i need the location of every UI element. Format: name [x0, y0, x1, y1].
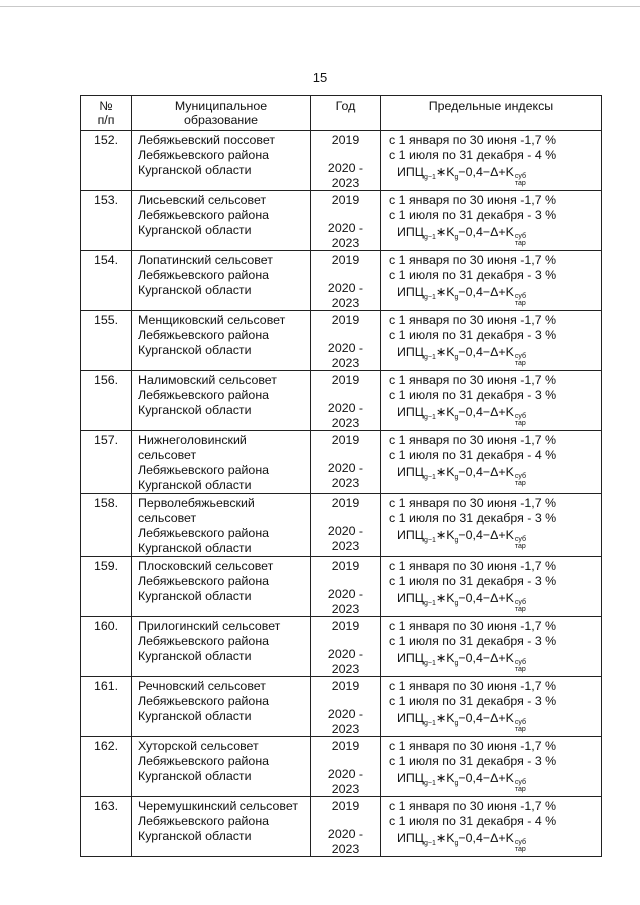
index-formula: $ИПЦ_{g-1}∗K_g-0,4-\Delta+K$ суб тар	[397, 465, 526, 487]
municipality-cell	[132, 131, 311, 191]
row-number: 162.	[81, 737, 132, 797]
municipality-line: Нижнеголовинский	[138, 433, 247, 447]
municipality-line: Курганской области	[138, 403, 252, 417]
year-range: 2020 - 2023	[327, 767, 364, 796]
indices-cell	[381, 131, 602, 191]
index-second-half: с 1 июля по 31 декабря - 4 %	[389, 814, 557, 828]
municipality-line: Лебяжьевского района	[138, 694, 270, 708]
index-second-half: с 1 июля по 31 декабря - 3 %	[389, 694, 557, 708]
index-first-half: с 1 января по 30 июня -1,7 %	[389, 373, 557, 387]
year-cell	[311, 617, 381, 677]
municipality-line: Речновский сельсовет	[138, 679, 266, 693]
indices-cell	[381, 677, 602, 737]
municipality-line: Перволебяжьевский	[138, 496, 255, 510]
municipality-line: Лебяжьевского района	[138, 148, 270, 162]
municipality-line: Лебяжьевский поссовет	[138, 133, 276, 147]
year-range: 2020 - 2023	[327, 401, 364, 430]
row-number: 154.	[81, 251, 132, 311]
municipality-line: Прилогинский сельсовет	[138, 619, 281, 633]
year-cell	[311, 131, 381, 191]
index-second-half: с 1 июля по 31 декабря - 3 %	[389, 328, 557, 342]
index-first-half: с 1 января по 30 июня -1,7 %	[389, 619, 557, 633]
header-year: Год	[311, 96, 381, 131]
year-2019: 2019	[331, 799, 360, 813]
year-cell	[311, 371, 381, 431]
year-2019: 2019	[331, 496, 360, 510]
year-range: 2020 - 2023	[327, 281, 364, 310]
year-2019: 2019	[331, 373, 360, 387]
row-number: 156.	[81, 371, 132, 431]
table-row	[81, 737, 602, 797]
table-row	[81, 431, 602, 494]
indices-cell	[381, 494, 602, 557]
table-body	[81, 131, 602, 857]
index-second-half: с 1 июля по 31 декабря - 3 %	[389, 208, 557, 222]
index-first-half: с 1 января по 30 июня -1,7 %	[389, 253, 557, 267]
table-row	[81, 251, 602, 311]
year-2019: 2019	[331, 559, 360, 573]
row-number: 163.	[81, 797, 132, 857]
municipality-line: Лебяжьевского района	[138, 388, 270, 402]
indices-cell	[381, 557, 602, 617]
indices-cell	[381, 617, 602, 677]
row-number: 152.	[81, 131, 132, 191]
municipality-line: Лебяжьевского района	[138, 814, 270, 828]
year-2019: 2019	[331, 739, 360, 753]
index-formula: $ИПЦ_{g-1}∗K_g-0,4-\Delta+K$ суб тар	[397, 528, 526, 550]
municipality-line: Лебяжьевского района	[138, 328, 270, 342]
municipality-line: Лебяжьевского района	[138, 268, 270, 282]
index-first-half: с 1 января по 30 июня -1,7 %	[389, 193, 557, 207]
index-second-half: с 1 июля по 31 декабря - 3 %	[389, 388, 557, 402]
index-second-half: с 1 июля по 31 декабря - 4 %	[389, 448, 557, 462]
year-cell	[311, 311, 381, 371]
index-first-half: с 1 января по 30 июня -1,7 %	[389, 433, 557, 447]
indices-cell	[381, 191, 602, 251]
page-number: 15	[312, 70, 328, 85]
year-2019: 2019	[331, 193, 360, 207]
index-second-half: с 1 июля по 31 декабря - 4 %	[389, 148, 557, 162]
municipality-cell	[132, 737, 311, 797]
limit-indices-table	[80, 95, 602, 857]
index-formula: $ИПЦ_{g-1}∗K_g-0,4-\Delta+K$ суб тар	[397, 591, 526, 613]
table-header-row	[81, 96, 602, 131]
index-first-half: с 1 января по 30 июня -1,7 %	[389, 799, 557, 813]
municipality-line: Курганской области	[138, 589, 252, 603]
table-row	[81, 311, 602, 371]
indices-cell	[381, 431, 602, 494]
table-row	[81, 191, 602, 251]
municipality-cell	[132, 431, 311, 494]
municipality-line: Налимовский сельсовет	[138, 373, 277, 387]
index-formula: $ИПЦ_{g-1}∗K_g-0,4-\Delta+K$ суб тар	[397, 345, 526, 367]
year-2019: 2019	[331, 313, 360, 327]
year-2019: 2019	[331, 133, 360, 147]
municipality-line: Лисьевский сельсовет	[138, 193, 267, 207]
year-range: 2020 - 2023	[327, 827, 364, 856]
year-cell	[311, 677, 381, 737]
year-range: 2020 - 2023	[327, 461, 364, 490]
indices-cell	[381, 311, 602, 371]
municipality-line: Лебяжьевского района	[138, 463, 270, 477]
year-cell	[311, 494, 381, 557]
index-formula: $ИПЦ_{g-1}∗K_g-0,4-\Delta+K$ суб тар	[397, 225, 526, 247]
indices-cell	[381, 371, 602, 431]
header-num: № п/п	[81, 96, 132, 131]
municipality-line: Лебяжьевского района	[138, 754, 270, 768]
row-number: 161.	[81, 677, 132, 737]
index-second-half: с 1 июля по 31 декабря - 3 %	[389, 754, 557, 768]
index-formula: $ИПЦ_{g-1}∗K_g-0,4-\Delta+K$ суб тар	[397, 771, 526, 793]
municipality-line: Курганской области	[138, 478, 252, 492]
municipality-line: сельсовет	[138, 511, 197, 525]
municipality-cell	[132, 677, 311, 737]
municipality-line: Лебяжьевского района	[138, 574, 270, 588]
index-formula: $ИПЦ_{g-1}∗K_g-0,4-\Delta+K$ суб тар	[397, 831, 526, 853]
year-cell	[311, 191, 381, 251]
index-first-half: с 1 января по 30 июня -1,7 %	[389, 679, 557, 693]
year-2019: 2019	[331, 433, 360, 447]
index-formula: $ИПЦ_{g-1}∗K_g-0,4-\Delta+K$ суб тар	[397, 711, 526, 733]
municipality-line: Курганской области	[138, 829, 252, 843]
row-number: 155.	[81, 311, 132, 371]
municipality-line: Лебяжьевского района	[138, 634, 270, 648]
page-top-rule	[0, 6, 640, 7]
index-second-half: с 1 июля по 31 декабря - 3 %	[389, 511, 557, 525]
municipality-line: Курганской области	[138, 769, 252, 783]
municipality-line: Курганской области	[138, 283, 252, 297]
table-row	[81, 677, 602, 737]
municipality-cell	[132, 311, 311, 371]
municipality-cell	[132, 617, 311, 677]
year-cell	[311, 251, 381, 311]
table-row	[81, 617, 602, 677]
table-row	[81, 797, 602, 857]
row-number: 158.	[81, 494, 132, 557]
indices-cell	[381, 251, 602, 311]
municipality-line: Курганской области	[138, 541, 252, 555]
year-2019: 2019	[331, 679, 360, 693]
header-indices: Предельные индексы	[381, 96, 602, 131]
municipality-line: Менщиковский сельсовет	[138, 313, 286, 327]
year-cell	[311, 431, 381, 494]
municipality-cell	[132, 494, 311, 557]
year-cell	[311, 737, 381, 797]
year-2019: 2019	[331, 619, 360, 633]
municipality-line: Лебяжьевского района	[138, 526, 270, 540]
table-row	[81, 371, 602, 431]
index-formula: $ИПЦ_{g-1}∗K_g-0,4-\Delta+K$ суб тар	[397, 651, 526, 673]
year-cell	[311, 557, 381, 617]
municipality-line: Черемушкинский сельсовет	[138, 799, 298, 813]
municipality-line: Курганской области	[138, 649, 252, 663]
header-municipality: Муниципальное образование	[132, 96, 311, 131]
table-row	[81, 557, 602, 617]
year-cell	[311, 797, 381, 857]
municipality-line: Курганской области	[138, 343, 252, 357]
table-row	[81, 494, 602, 557]
municipality-line: Курганской области	[138, 709, 252, 723]
indices-cell	[381, 797, 602, 857]
index-second-half: с 1 июля по 31 декабря - 3 %	[389, 574, 557, 588]
index-second-half: с 1 июля по 31 декабря - 3 %	[389, 268, 557, 282]
municipality-line: Лопатинский сельсовет	[138, 253, 273, 267]
year-range: 2020 - 2023	[327, 341, 364, 370]
table-row	[81, 131, 602, 191]
municipality-line: Хуторской сельсовет	[138, 739, 259, 753]
year-range: 2020 - 2023	[327, 221, 364, 250]
municipality-line: Плосковский сельсовет	[138, 559, 274, 573]
municipality-line: Лебяжьевского района	[138, 208, 270, 222]
municipality-line: Курганской области	[138, 163, 252, 177]
year-range: 2020 - 2023	[327, 524, 364, 553]
index-first-half: с 1 января по 30 июня -1,7 %	[389, 133, 557, 147]
index-formula: $ИПЦ_{g-1}∗K_g-0,4-\Delta+K$ суб тар	[397, 285, 526, 307]
municipality-cell	[132, 191, 311, 251]
municipality-cell	[132, 557, 311, 617]
municipality-line: сельсовет	[138, 448, 197, 462]
municipality-line: Курганской области	[138, 223, 252, 237]
year-range: 2020 - 2023	[327, 161, 364, 190]
index-formula: $ИПЦ_{g-1}∗K_g-0,4-\Delta+K$ суб тар	[397, 405, 526, 427]
year-range: 2020 - 2023	[327, 587, 364, 616]
row-number: 160.	[81, 617, 132, 677]
year-2019: 2019	[331, 253, 360, 267]
row-number: 157.	[81, 431, 132, 494]
municipality-cell	[132, 797, 311, 857]
index-first-half: с 1 января по 30 июня -1,7 %	[389, 496, 557, 510]
row-number: 153.	[81, 191, 132, 251]
row-number: 159.	[81, 557, 132, 617]
index-formula: $ИПЦ_{g-1}∗K_g-0,4-\Delta+K$ суб тар	[397, 165, 526, 187]
index-first-half: с 1 января по 30 июня -1,7 %	[389, 739, 557, 753]
year-range: 2020 - 2023	[327, 707, 364, 736]
municipality-cell	[132, 251, 311, 311]
year-range: 2020 - 2023	[327, 647, 364, 676]
municipality-cell	[132, 371, 311, 431]
index-first-half: с 1 января по 30 июня -1,7 %	[389, 313, 557, 327]
index-first-half: с 1 января по 30 июня -1,7 %	[389, 559, 557, 573]
indices-cell	[381, 737, 602, 797]
index-second-half: с 1 июля по 31 декабря - 3 %	[389, 634, 557, 648]
